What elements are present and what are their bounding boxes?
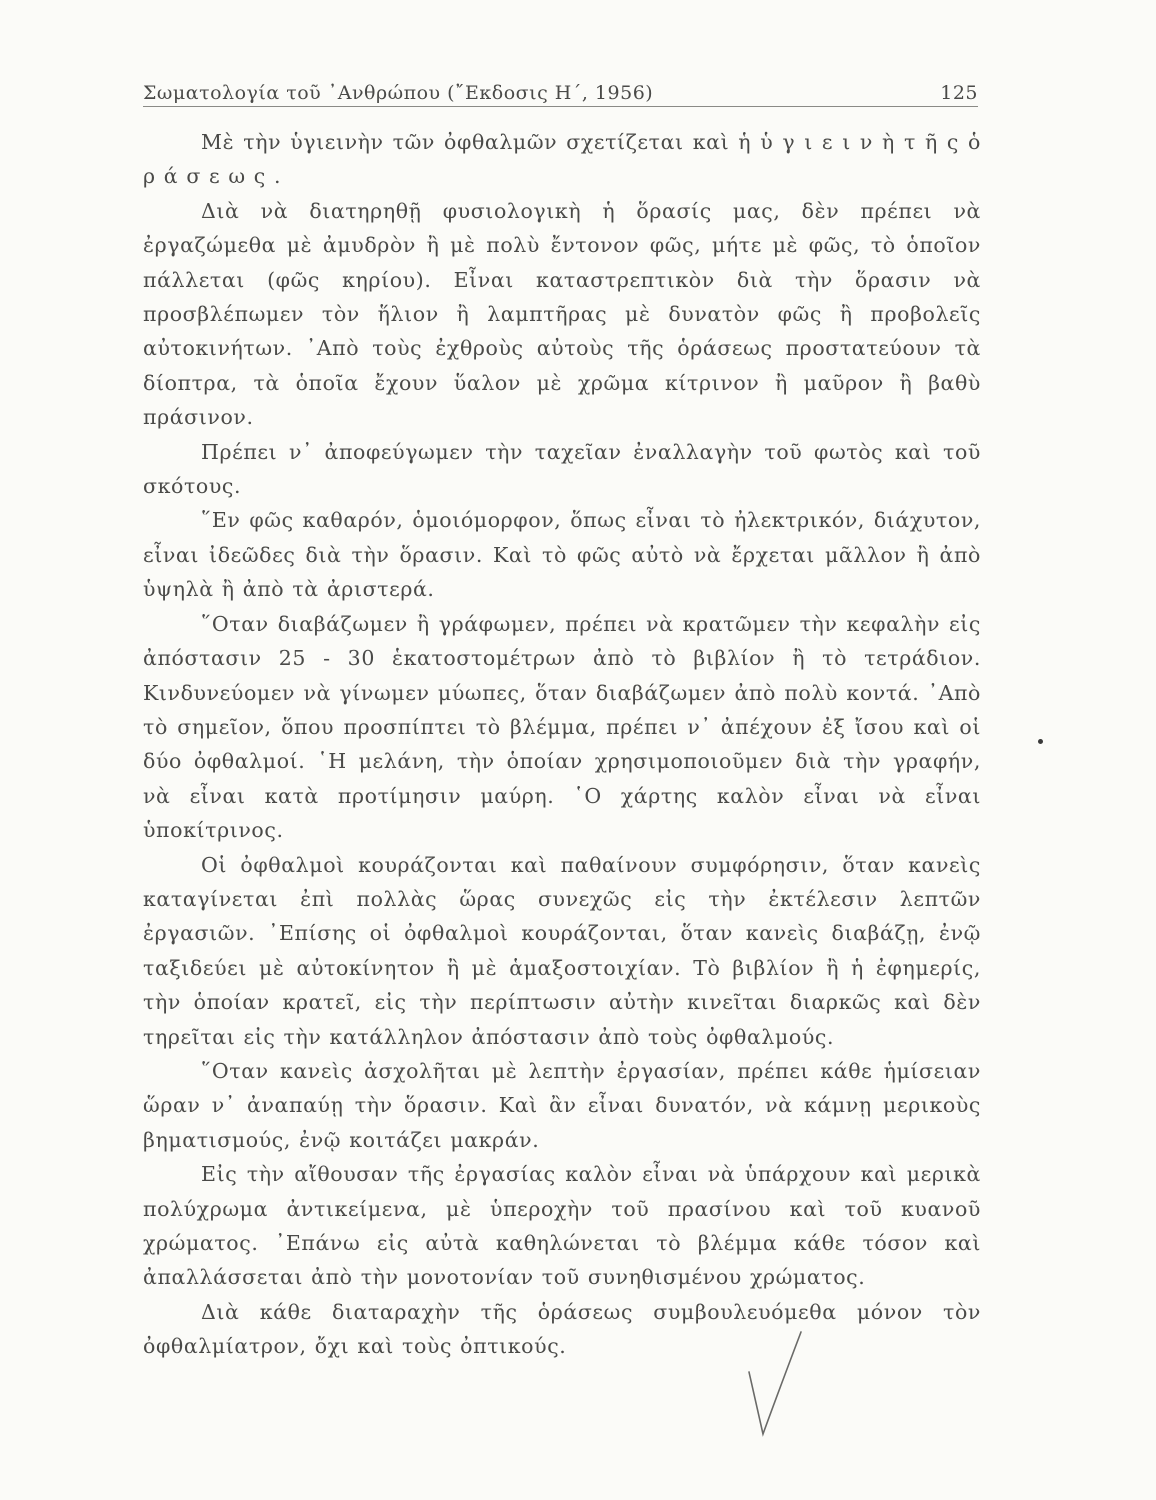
running-header [143, 80, 978, 107]
paragraph: ῞Οταν διαβάζωμεν ἢ γράφωμεν, πρέπει νὰ κρατῶμεν τὴν κεφαλὴν εἰς ἀπόστασιν 25 - 30 ἑκατοστομέτρων ἀπὸ τὸ βιβλίον ἢ τὸ τετράδιον. Κινδυνεύομεν νὰ γίνωμεν μύωπες, ὅταν διαβάζωμεν ἀπὸ πολὺ κοντά. ᾿Απὸ τὸ σημεῖον, ὅπου προσπίπτει τὸ βλέμμα, πρέπει ν᾿ ἀπέχουν ἐξ ἴσου καὶ οἱ δύο ὀφθαλμοί. ῾Η μελάνη, τὴν ὁποίαν χρησιμοποιοῦμεν διὰ τὴν γραφήν, νὰ εἶναι κατὰ προτίμησιν μαύρη. ῾Ο χάρτης καλὸν εἶναι νὰ εἶναι ὑποκίτρινος. [143, 611, 981, 843]
paragraph: Οἱ ὀφθαλμοὶ κουράζονται καὶ παθαίνουν συμφόρησιν, ὅταν κανεὶς καταγίνεται ἐπὶ πολλὰς ὥρας συνεχῶς εἰς τὴν ἐκτέλεσιν λεπτῶν ἐργασιῶν. ᾿Επίσης οἱ ὀφθαλμοὶ κουράζονται, ὅταν κανεὶς διαβάζῃ, ἐνῷ ταξιδεύει μὲ αὐτοκίνητον ἢ μὲ ἁμαξοστοιχίαν. Τὸ βιβλίον ἢ ἡ ἐφημερίς, τὴν ὁποίαν κρατεῖ, εἰς τὴν περίπτωσιν αὐτὴν κινεῖται διαρκῶς καὶ δὲν τηρεῖται εἰς τὴν κατάλληλον ἀπόστασιν ἀπὸ τοὺς ὀφθαλμούς. [143, 852, 981, 1049]
paragraph: Μὲ τὴν ὑγιεινὴν τῶν ὀφθαλμῶν σχετίζεται καὶ ἡ ὑ γ ι ε ι ν ὴ τ ῆ ς ὁ ρ ά σ ε ω ς . [143, 130, 981, 189]
page-number: 125 [940, 82, 978, 104]
paragraph: Πρέπει ν᾿ ἀποφεύγωμεν τὴν ταχεῖαν ἐναλλαγὴν τοῦ φωτὸς καὶ τοῦ σκότους. [143, 439, 981, 499]
paragraph: Εἰς τὴν αἴθουσαν τῆς ἐργασίας καλὸν εἶναι νὰ ὑπάρχουν καὶ μερικὰ πολύχρωμα ἀντικείμενα, μὲ ὑπεροχὴν τοῦ πρασίνου καὶ τοῦ κυανοῦ χρώματος. ᾿Επάνω εἰς αὐτὰ καθηλώνεται τὸ βλέμμα κάθε τόσον καὶ ἀπαλλάσσεται ἀπὸ τὴν μονοτονίαν τοῦ συνηθισμένου χρώματος. [143, 1162, 981, 1290]
paragraph: Διὰ κάθε διαταραχὴν τῆς ὁράσεως συμβουλευόμεθα μόνον τὸν ὀφθαλμίατρον, ὄχι καὶ τοὺς ὀπτικούς. [143, 1299, 981, 1359]
handwritten-check-mark [745, 1330, 805, 1440]
running-title: Σωματολογία τοῦ ᾿Ανθρώπου (῎Εκδοσις Η΄, 1956) [143, 82, 654, 104]
paragraph: Διὰ νὰ διατηρηθῇ φυσιολογικὴ ἡ ὅρασίς μας, δὲν πρέπει νὰ ἐργαζώμεθα μὲ ἀμυδρὸν ἢ μὲ πολὺ ἔντονον φῶς, μήτε μὲ φῶς, τὸ ὁποῖον πάλλεται (φῶς κηρίου). Εἶναι καταστρεπτικὸν διὰ τὴν ὅρασιν νὰ προσβλέπωμεν τὸν ἥλιον ἢ λαμπτῆρας μὲ δυνατὸν φῶς ἢ προβολεῖς αὐτοκινήτων. ᾿Απὸ τοὺς ἐχθροὺς αὐτοὺς τῆς ὁράσεως προστατεύουν τὰ δίοπτρα, τὰ ὁποῖα ἔχουν ὕαλον μὲ χρῶμα κίτρινον ἢ μαῦρον ἢ βαθὺ πράσινον. [143, 198, 981, 430]
paragraph: ῞Οταν κανεὶς ἀσχολῆται μὲ λεπτὴν ἐργασίαν, πρέπει κάθε ἡμίσειαν ὥραν ν᾿ ἀναπαύῃ τὴν ὅρασιν. Καὶ ἂν εἶναι δυνατόν, νὰ κάμνῃ μερικοὺς βηματισμούς, ἐνῷ κοιτάζει μακράν. [143, 1058, 981, 1152]
body-text [143, 125, 981, 1364]
paragraph: ῞Εν φῶς καθαρόν, ὁμοιόμορφον, ὅπως εἶναι τὸ ἠλεκτρικόν, διάχυτον, εἶναι ἰδεῶδες διὰ τὴν ὅρασιν. Καὶ τὸ φῶς αὐτὸ νὰ ἔρχεται μᾶλλον ἢ ἀπὸ ὑψηλὰ ἢ ἀπὸ τὰ ἀριστερά. [143, 508, 981, 602]
stray-ink-mark [1038, 739, 1043, 744]
